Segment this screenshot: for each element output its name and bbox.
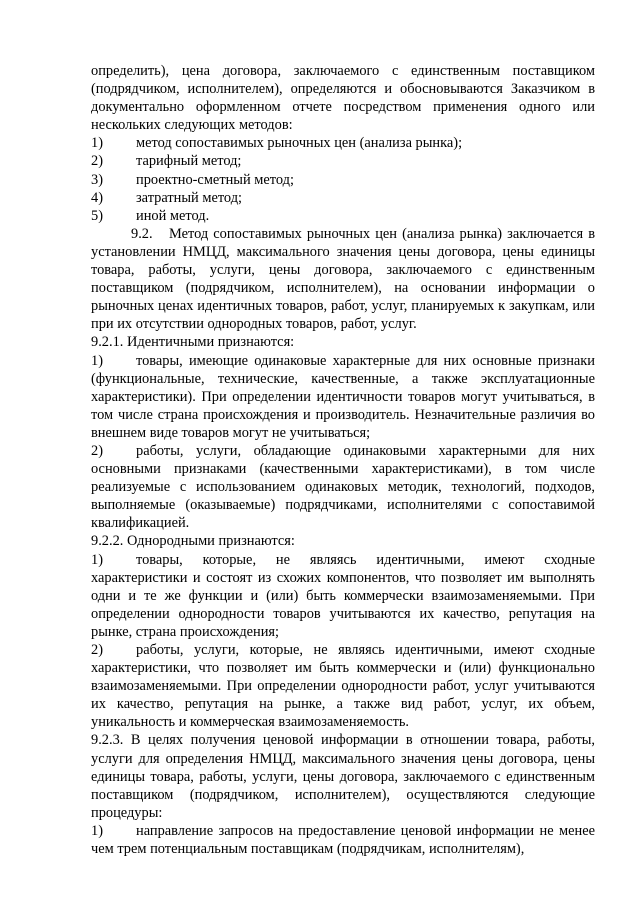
list-item [91,442,595,532]
intro-paragraph: определить), цена договора, заключаемого с единственным поставщиком (подрядчиком, исполнителем), определяются и обосновываются Заказчиком в документально оформленном отчете посредством применения одного или нескольких следующих методов: [91,63,595,134]
list-item [91,189,595,207]
list-item [91,152,595,170]
list-text: метод сопоставимых рыночных цен (анализа рынка); [136,135,463,152]
list-number: 4) [91,189,103,206]
list-text: тарифный метод; [136,153,242,170]
list-text: проектно-сметный метод; [136,171,294,188]
list-number: 3) [91,171,103,188]
list-text: работы, услуги, которые, не являясь идентичными, имеют сходные характеристики, что позволяет им быть коммерчески и (или) функционально взаимозаменяемыми. При определении однородности работ, услуг учитываются их качество, репутация на рынке, а также вид работ, услуг, их объем, уникальность и коммерческая взаимозаменяемость. [91,642,595,731]
list-item [91,551,595,641]
list-item [91,207,595,225]
list-text: направление запросов на предоставление ценовой информации не менее чем трем потенциальным поставщикам (подрядчикам, исполнителям), [91,822,595,858]
section-9-2 [91,225,595,334]
section-9-2-2-heading: 9.2.2. Однородными признаются: [91,533,295,550]
list-number: 1) [91,551,103,568]
list-item [91,822,595,858]
list-text: товары, имеющие одинаковые характерные для них основные признаки (функциональные, технические, качественные, а также эксплуатационные характеристики). При определении идентичности товаров могут учитываться, в том числе страна происхождения и производитель. Незначительные различия во внешнем виде товаров могут не учитываться; [91,352,595,441]
list-text: затратный метод; [136,189,243,206]
list-text: товары, которые, не являясь идентичными, имеют сходные характеристики и состоят из схожих компонентов, что позволяет им выполнять одни и те же функции и (или) быть коммерчески взаимозаменяемыми. При определении однородности товаров учитываются их качество, репутация на рынке, страна происхождения; [91,551,595,640]
list-item [91,134,595,152]
methods-list [91,134,595,224]
list-number: 2) [91,442,103,459]
list-number: 1) [91,352,103,369]
section-9-2-3: 9.2.3. В целях получения ценовой информации в отношении товара, работы, услуги для определения НМЦД, максимального значения цены договора, цены единицы товара, работы, услуги, цены договора, заключаемого с единственным поставщиком (подрядчиком, исполнителем), осуществляются следующие процедуры: [91,732,595,821]
list-text: иной метод. [136,207,210,224]
list-number: 1) [91,135,103,152]
list-number: 2) [91,642,103,658]
list-number: 5) [91,207,103,224]
list-item [91,352,595,442]
document-page [91,62,595,858]
list-number: 1) [91,822,103,839]
section-number: 9.2. [131,225,153,242]
list-text: работы, услуги, обладающие одинаковыми характерными для них основными признаками (качественными характеристиками), в том числе реализуемые с использованием одинаковых методик, технологий, подходов, выполняемые (оказываемые) подрядчиками, исполнителями с сопоставимой квалификацией. [91,442,595,532]
section-9-2-1-heading: 9.2.1. Идентичными признаются: [91,334,295,351]
list-item [91,171,595,189]
section-text: Метод сопоставимых рыночных цен (анализа рынка) заключается в установлении НМЦД, максимального значения цены договора, цены единицы товара, работы, услуги, цены договора, заключаемого с единственным поставщиком (подрядчиком, исполнителем), на основании информации о рыночных ценах идентичных товаров, работ, услуг, планируемых к закупкам, или при их отсутствии однородных товаров, работ, услуг. [91,225,595,333]
list-number: 2) [91,153,103,170]
list-item [91,641,595,731]
